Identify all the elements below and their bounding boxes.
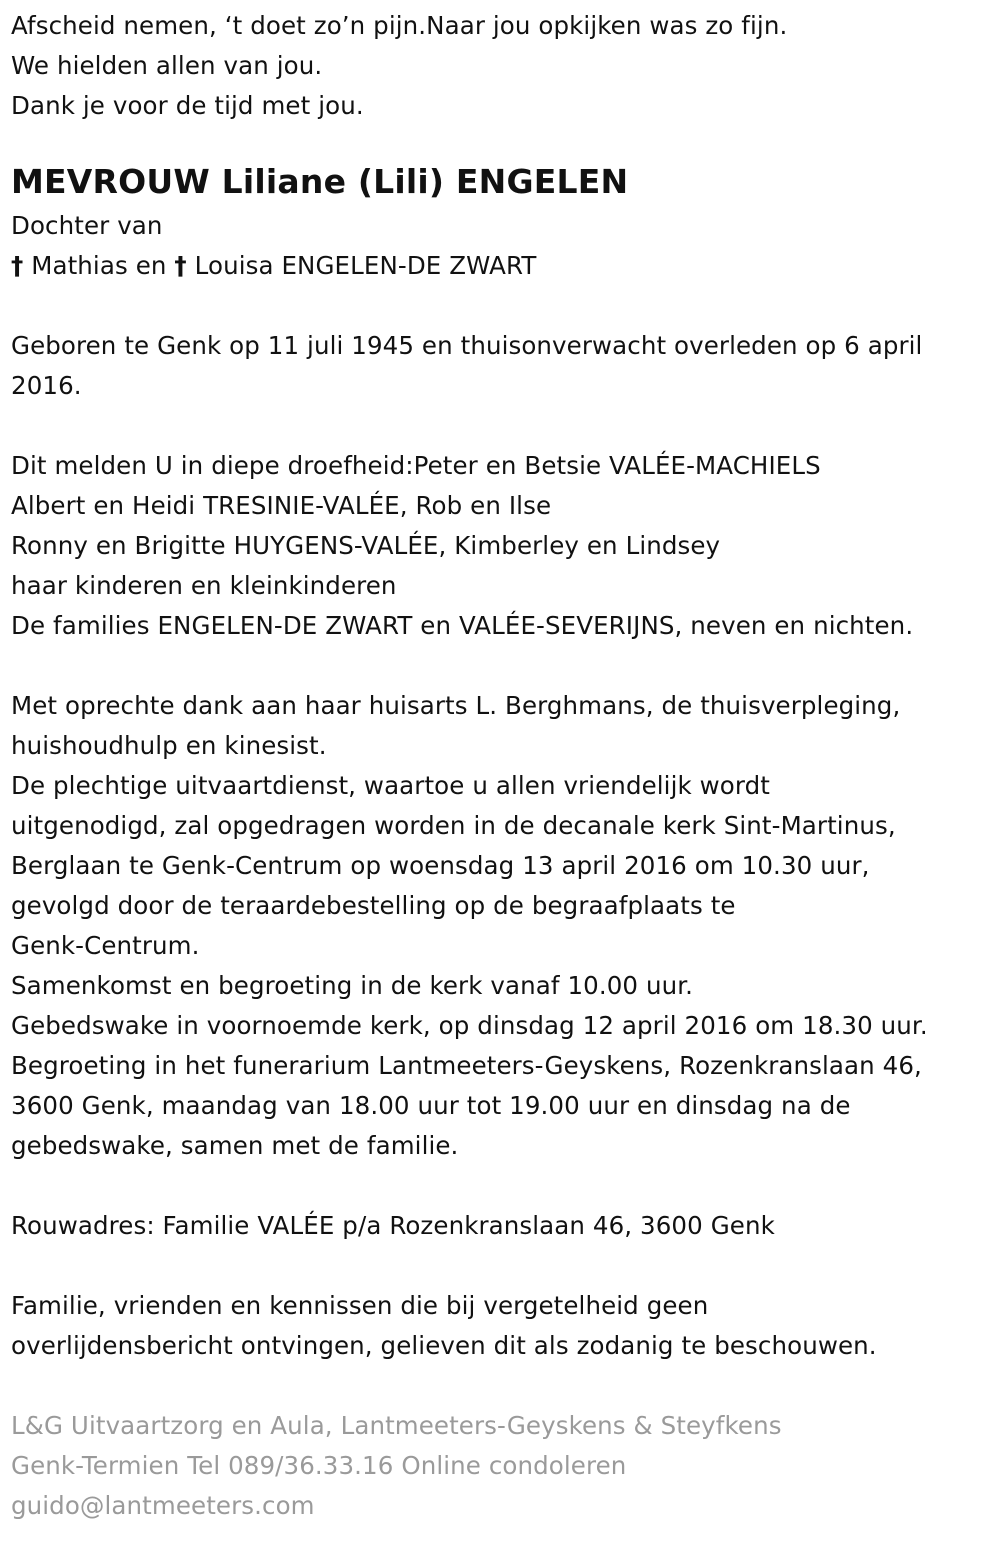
notice-line: Familie, vrienden en kennissen die bij vergetelheid geen <box>11 1291 709 1320</box>
spacer <box>11 406 996 446</box>
family-line: haar kinderen en kleinkinderen <box>11 571 397 600</box>
service-line: Samenkomst en begroeting in de kerk vanaf 10.00 uur. <box>11 971 694 1000</box>
family-line: De families ENGELEN-DE ZWART en VALÉE-SEVERIJNS, neven en nichten. <box>11 611 914 640</box>
service-line: Genk-Centrum. <box>11 931 200 960</box>
poem-line: Dank je voor de tijd met jou. <box>11 91 364 120</box>
service-line: Begroeting in het funerarium Lantmeeters-Geyskens, Rozenkranslaan 46, <box>11 1051 922 1080</box>
birth-line: Geboren te Genk op 11 juli 1945 en thuisonverwacht overleden op 6 april <box>11 331 923 360</box>
mother-name: Louisa ENGELEN-DE ZWART <box>194 251 537 280</box>
service-line: 3600 Genk, maandag van 18.00 uur tot 19.00 uur en dinsdag na de <box>11 1091 851 1120</box>
family-line: Ronny en Brigitte HUYGENS-VALÉE, Kimberley en Lindsey <box>11 531 721 560</box>
mourning-address: Rouwadres: Familie VALÉE p/a Rozenkranslaan 46, 3600 Genk <box>11 1211 775 1240</box>
poem <box>11 6 996 126</box>
birth-death-info <box>11 326 996 406</box>
spacer <box>11 1166 996 1206</box>
family-line: Albert en Heidi TRESINIE-VALÉE, Rob en Ilse <box>11 491 552 520</box>
notice <box>11 1286 996 1366</box>
service-line: Berglaan te Genk-Centrum op woensdag 13 april 2016 om 10.30 uur, <box>11 851 870 880</box>
deceased-name: MEVROUW Liliane (Lili) ENGELEN <box>11 162 629 201</box>
family-line: Dit melden U in diepe droefheid:Peter en Betsie VALÉE-MACHIELS <box>11 451 821 480</box>
poem-line: Afscheid nemen, ‘t doet zo’n pijn.Naar jou opkijken was zo fijn. <box>11 11 788 40</box>
service-line: gebedswake, samen met de familie. <box>11 1131 459 1160</box>
parents-line <box>11 246 996 286</box>
service-line: De plechtige uitvaartdienst, waartoe u allen vriendelijk wordt <box>11 771 770 800</box>
spacer <box>11 1366 996 1406</box>
spacer <box>11 286 996 326</box>
service-line: Met oprechte dank aan haar huisarts L. Berghmans, de thuisverpleging, <box>11 691 901 720</box>
obituary-notice <box>11 6 996 1526</box>
birth-line: 2016. <box>11 371 82 400</box>
poem-line: We hielden allen van jou. <box>11 51 323 80</box>
family-list <box>11 446 996 646</box>
daughter-of-label: Dochter van <box>11 211 163 240</box>
spacer <box>11 646 996 686</box>
service-line: huishoudhulp en kinesist. <box>11 731 327 760</box>
footer-line: L&G Uitvaartzorg en Aula, Lantmeeters-Geyskens & Steyfkens <box>11 1411 782 1440</box>
funeral-home-footer <box>11 1406 996 1526</box>
notice-line: overlijdensbericht ontvingen, gelieven dit als zodanig te beschouwen. <box>11 1331 877 1360</box>
footer-email: guido@lantmeeters.com <box>11 1491 315 1520</box>
footer-line: Genk-Termien Tel 089/36.33.16 Online condoleren <box>11 1451 627 1480</box>
service-line: gevolgd door de teraardebestelling op de begraafplaats te <box>11 891 736 920</box>
service-line: uitgenodigd, zal opgedragen worden in de decanale kerk Sint-Martinus, <box>11 811 896 840</box>
service-info <box>11 686 996 1166</box>
spacer <box>11 1246 996 1286</box>
cross-icon: † <box>11 251 24 280</box>
service-line: Gebedswake in voornoemde kerk, op dinsdag 12 april 2016 om 18.30 uur. <box>11 1011 928 1040</box>
father-name: Mathias en <box>31 251 167 280</box>
cross-icon: † <box>174 251 187 280</box>
